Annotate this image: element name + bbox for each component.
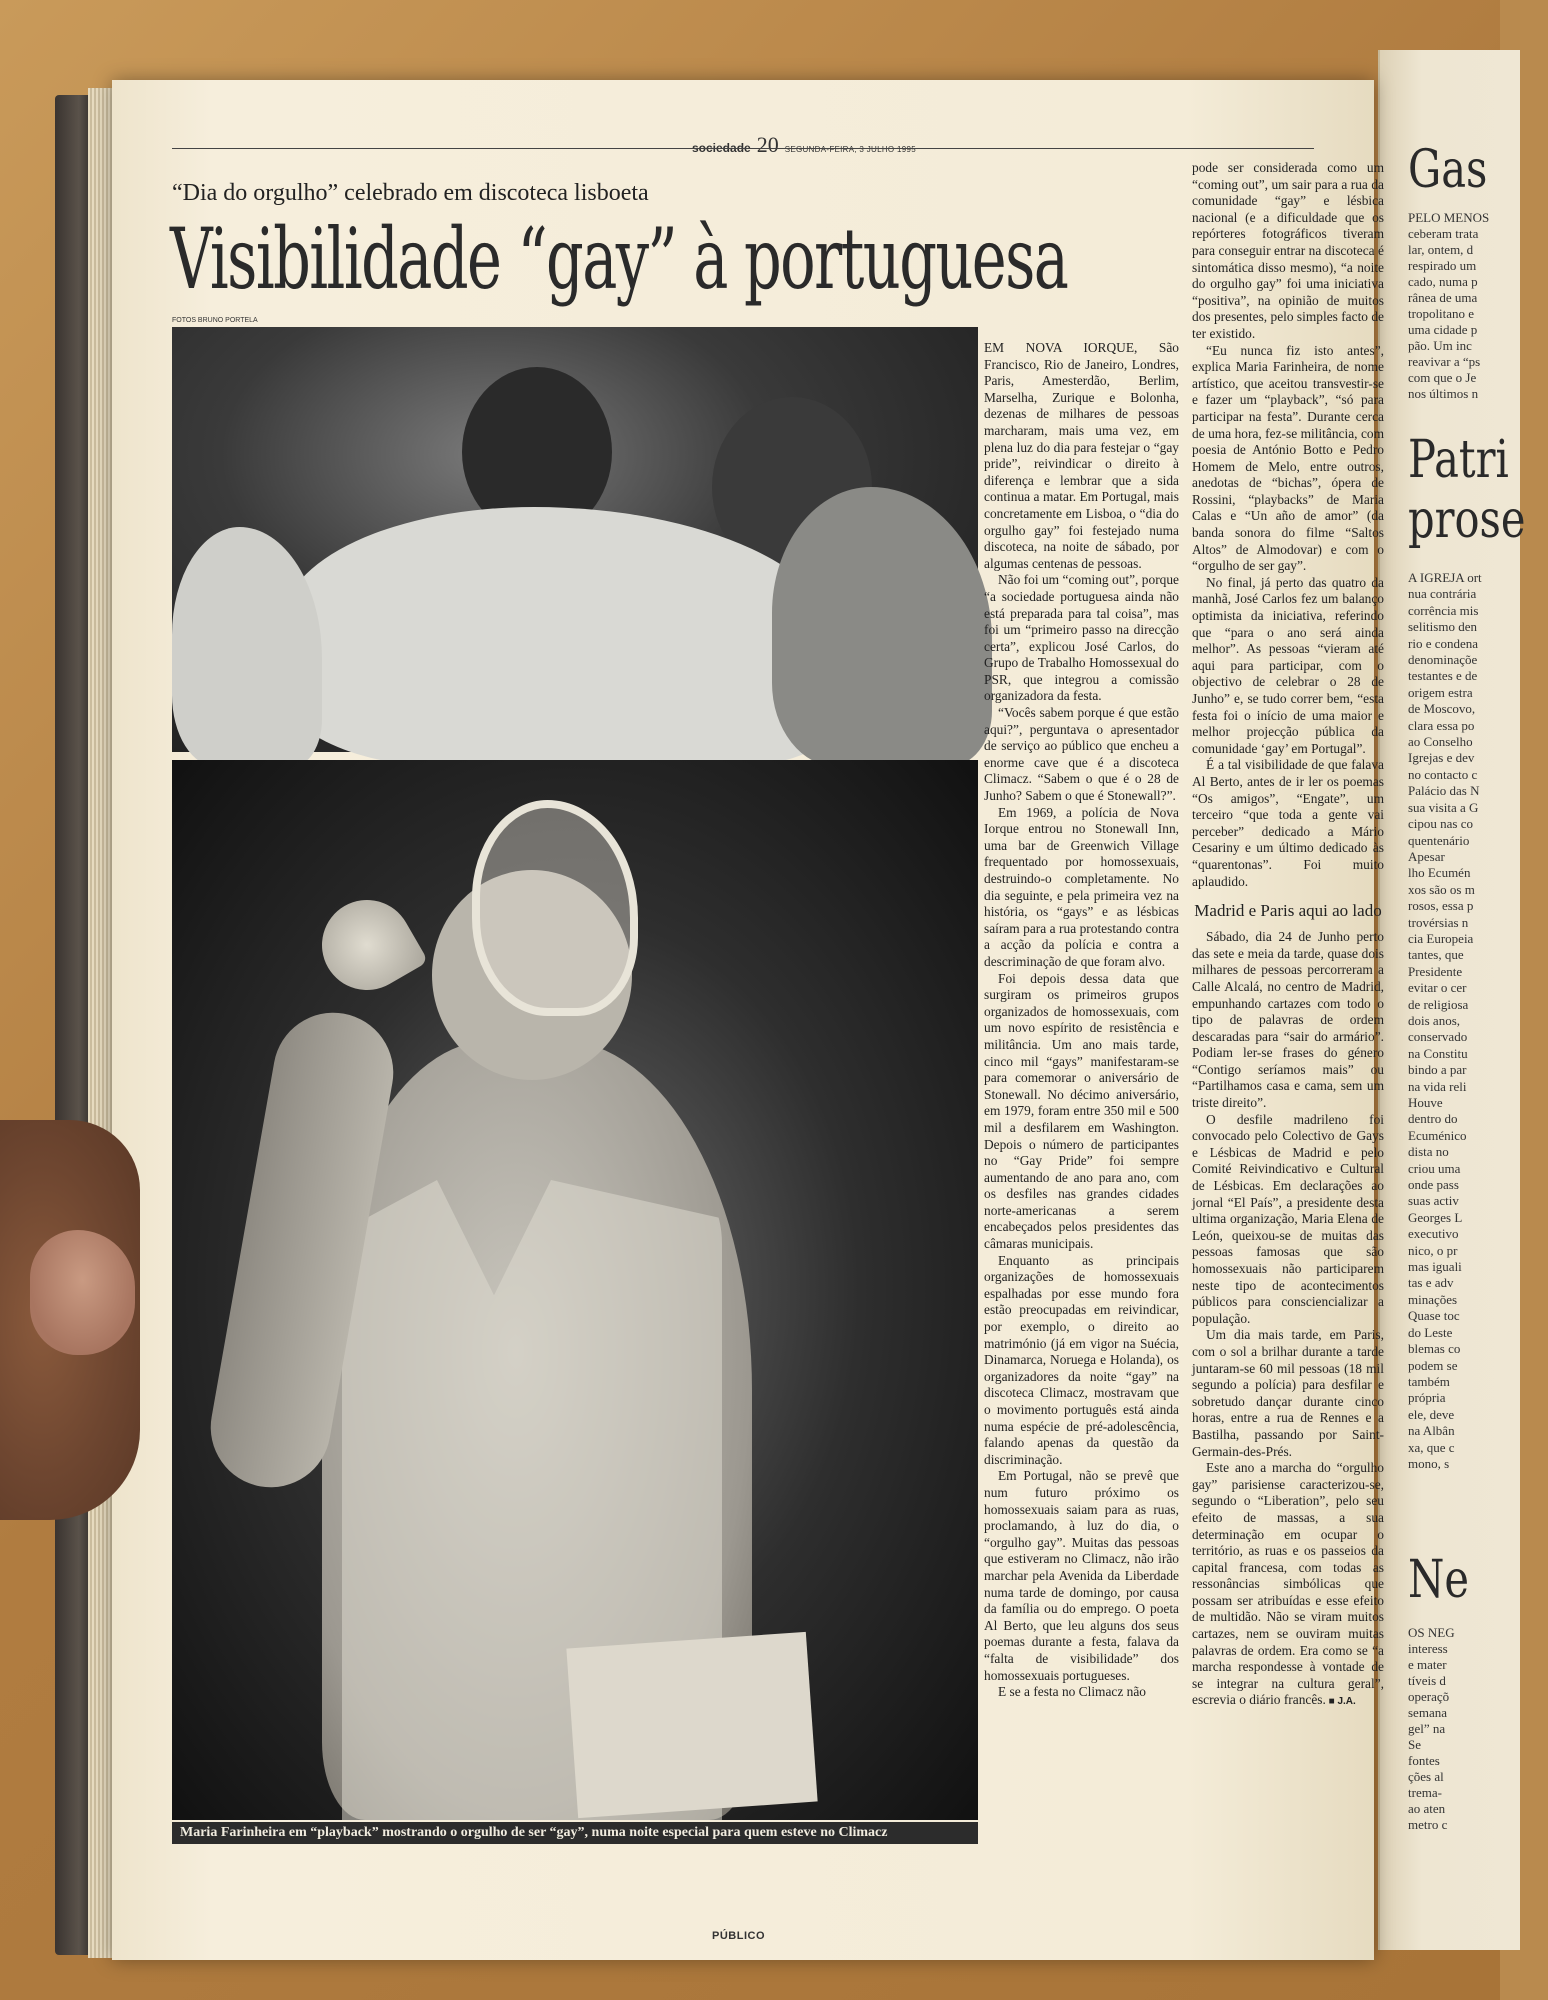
next-page-line: mono, s bbox=[1408, 1455, 1450, 1471]
next-page-headline-2b: prose bbox=[1408, 490, 1526, 550]
next-page-line: rosos, essa p bbox=[1408, 898, 1474, 914]
next-page-line: ceberam trata bbox=[1408, 226, 1479, 241]
next-page-line: respirado um bbox=[1408, 258, 1477, 273]
next-page-line: conservado bbox=[1408, 1029, 1468, 1045]
next-page-line: clara essa po bbox=[1408, 717, 1475, 733]
next-page-line: fontes bbox=[1408, 1753, 1440, 1768]
next-page-line: de Moscovo, bbox=[1408, 701, 1476, 717]
next-page-line: uma cidade p bbox=[1408, 322, 1478, 337]
next-page-line: Igrejas e dev bbox=[1408, 750, 1475, 766]
next-page-line: xos são os m bbox=[1408, 881, 1475, 897]
next-page-line: onde pass bbox=[1408, 1177, 1459, 1193]
page-number: 20 bbox=[756, 132, 779, 157]
next-page-line: tropolitano e bbox=[1408, 306, 1475, 321]
next-page-line: minações bbox=[1408, 1291, 1458, 1307]
article-paragraph: Enquanto as principais organizações de homossexuais espalhadas por esse mundo fora estão preocupadas em reivindicar, por exemplo, o direito ao matrimónio (já em vigor na Suécia, Dinamarca, Noruega e Holanda), os organizadores da noite “gay” na discoteca Climacz, mostravam que o movimento português está ainda numa espécie de pré-adolescência, falando apenas da questão da discriminação. bbox=[984, 1252, 1179, 1467]
next-page-line: blemas co bbox=[1408, 1341, 1461, 1357]
next-page-line: executivo bbox=[1408, 1226, 1459, 1242]
page-folio bbox=[692, 132, 916, 158]
article-paragraph: “Vocês sabem porque é que estão aqui?”, perguntava o apresentador de serviço ao público que encheu a enorme cave que é a discoteca Climacz. “Sabem o que é o 28 de Junho? Sabem o que é Stonewall?”. bbox=[984, 705, 1179, 804]
next-page-line: suas activ bbox=[1408, 1193, 1459, 1209]
next-page-line: do Leste bbox=[1408, 1324, 1453, 1340]
article-paragraph: Em Portugal, não se prevê que num futuro próximo os homossexuais saiam para as ruas, proclamando, à luz do dia, o “orgulho gay”. Muitas das pessoas que estiveram no Climacz, não irão marchar pela Avenida da Liberdade numa tarde de domingo, por causa da família ou do emprego. O poeta Al Berto, que leu alguns dos seus poemas durante a festa, falava da “falta de visibilidade” dos homossexuais portugueses. bbox=[984, 1468, 1179, 1683]
article-subhead: Madrid e Paris aqui ao lado bbox=[1194, 901, 1382, 921]
next-page-line: mas iguali bbox=[1408, 1259, 1462, 1275]
next-page-line: Se bbox=[1408, 1737, 1421, 1752]
next-page-line: OS NEG bbox=[1408, 1625, 1455, 1640]
next-page-line: na vida reli bbox=[1408, 1078, 1467, 1094]
page-date: SEGUNDA-FEIRA, 3 JULHO 1995 bbox=[784, 145, 916, 154]
next-page-line: e mater bbox=[1408, 1657, 1447, 1672]
next-page-line: corrência mis bbox=[1408, 602, 1479, 618]
article-paragraph: “Eu nunca fiz isto antes”, explica Maria Farinheira, de nome artístico, que aceitou transvestir-se e fazer um “playback”, “só para participar na festa”. Durante cerca de uma hora, fez-se militância, com poesia de António Botto e Pedro Homem de Melo, entre outros, anedotas de “bichas”, ópera de Rossini, “playbacks” de Maria Calas e “Un año de amor” (da banda sonora do filme “Saltos Altos” de Almodovar) e com o “orgulho de ser gay”. bbox=[1192, 342, 1384, 574]
article-paragraph: Em 1969, a polícia de Nova Iorque entrou no Stonewall Inn, uma bar de Greenwich Village frequentado por homossexuais, destruindo-o completamente. No dia seguinte, e pela primeira vez na história, os “gays” e as lésbicas saíram para a rua protestando contra a acção da polícia e contra a descriminação de que foram alvo. bbox=[984, 804, 1179, 969]
next-page-line: na Constitu bbox=[1408, 1045, 1468, 1061]
section-name: sociedade bbox=[692, 141, 751, 155]
photo-performer bbox=[172, 760, 978, 1820]
next-page-line: própria bbox=[1408, 1390, 1446, 1406]
next-page-line: trovérsias n bbox=[1408, 914, 1469, 930]
next-page-line: tantes, que bbox=[1408, 947, 1464, 963]
next-page-line: cipou nas co bbox=[1408, 816, 1473, 832]
next-page-line: dista no bbox=[1408, 1144, 1449, 1160]
next-page-text-1 bbox=[1408, 210, 1548, 402]
next-page-text-3 bbox=[1408, 1625, 1548, 1833]
next-page bbox=[1378, 50, 1526, 1950]
photo-caption: Maria Farinheira em “playback” mostrando o orgulho de ser “gay”, numa noite especial para quem esteve no Climacz bbox=[172, 1822, 978, 1844]
next-page-line: rânea de uma bbox=[1408, 290, 1478, 305]
article-paragraph: Não foi um “coming out”, porque “a sociedade portuguesa ainda não está preparada para tal coisa”, mas foi um “primeiro passo na direcção certa”, explicou José Carlos, do Grupo de Trabalho Homossexual do PSR, que integrou a comissão organizadora da festa. bbox=[984, 572, 1179, 704]
article-paragraph: pode ser considerada como um “coming out”, um sair para a rua da comunidade “gay” e lésbica nacional (e a dificuldade que os repórteres fotográficos tiveram para conseguir entrar na discoteca é sintomática disso mesmo), “a noite do orgulho gay” foi uma iniciativa “positiva”, na opinião de muitos dos presentes, pelo simples facto de ter existido. bbox=[1192, 160, 1384, 341]
next-page-line: lho Ecumén bbox=[1408, 865, 1471, 881]
article-paragraph: O desfile madrileno foi convocado pelo Colectivo de Gays e Lésbicas de Madrid e pelo Comité Reivindicativo e Cultural de Lésbicas. Em declarações ao jornal “El País”, a presidente desta ultima organização, Maria Elena de León, queixou-se de muitas das pessoas famosas que são homossexuais não participarem neste tipo de acontecimentos públicos para consciencializar a população. bbox=[1192, 1111, 1384, 1326]
next-page-line: rio e condena bbox=[1408, 635, 1479, 651]
next-page-line: Apesar bbox=[1408, 848, 1445, 864]
next-page-line: cia Europeia bbox=[1408, 930, 1474, 946]
next-page-line: A IGREJA ort bbox=[1408, 570, 1482, 585]
next-page-line: lar, ontem, d bbox=[1408, 242, 1474, 257]
next-page-line: operaçõ bbox=[1408, 1689, 1450, 1704]
next-page-line: sua visita a G bbox=[1408, 799, 1479, 815]
next-page-line: no contacto c bbox=[1408, 766, 1478, 782]
next-page-line: denominaçõe bbox=[1408, 652, 1478, 668]
next-page-headline-1: Gas bbox=[1408, 140, 1488, 200]
next-page-headline-2a: Patri bbox=[1408, 430, 1509, 490]
masthead-footer: PÚBLICO bbox=[712, 1930, 765, 1942]
article-paragraph: Foi depois dessa data que surgiram os primeiros grupos organizados de homossexuais, com um novo espírito de resistência e militância. Um ano mais tarde, cinco mil “gays” manifestaram-se para comemorar o aniversário de Stonewall. No décimo aniversário, em 1979, foram entre 350 mil e 500 mil a desfilarem em Washington. Depois o número de participantes no “Gay Pride” foi sempre aumentando de ano para ano, com os desfiles nas grandes cidades norte-americanas a serem encabeçados pelos presidentes das câmaras municipais. bbox=[984, 970, 1179, 1252]
next-page-headline-3: Ne bbox=[1408, 1550, 1470, 1610]
article-paragraph: Sábado, dia 24 de Junho perto das sete e meia da tarde, quase dois milhares de pessoas percorreram a Calle Alcalá, no centro de Madrid, empunhando cartazes com todo o tipo de palavras de ordem descaradas para “sair do armário”. Podiam ler-se frases do género “Contigo seríamos mais” ou “Partilhamos casa e cama, sem um triste direito”. bbox=[1192, 929, 1384, 1111]
photo-credit: FOTOS BRUNO PORTELA bbox=[172, 317, 258, 324]
next-page-line: PELO MENOS bbox=[1408, 210, 1490, 225]
article-paragraph: É a tal visibilidade de que falava Al Berto, antes de ir ler os poemas “Os amigos”, “Engate”, um terceiro “que toda a gente vai perceber” dedicado a Mário Cesariny e um último dedicado às “quarentonas”. Foi muito aplaudido. bbox=[1192, 757, 1384, 889]
article-headline: Visibilidade “gay” à portuguesa bbox=[170, 210, 1068, 308]
next-page-line: ao Conselho bbox=[1408, 734, 1473, 750]
article-paragraph: Este ano a marcha do “orgulho gay” parisiense caracterizou-se, segundo o “Liberation”, pelo seu efeito de massas, a sua determinação em ocupar o território, as ruas e os passeios da capital francesa, com todas as ressonâncias simbólicas que possam ser atribuídas e esse efeito de multidão. Não se viram muitos cartazes, nem se ouviram muitas palavras de ordem. Era como se “a marcha respondesse à vontade de se integrar na cultura geral”, escrevia o diário francês. ■ J.A. bbox=[1192, 1460, 1384, 1708]
author-signature: ■ J.A. bbox=[1325, 1696, 1356, 1708]
next-page-line: criou uma bbox=[1408, 1160, 1461, 1176]
next-page-line: tíveis d bbox=[1408, 1673, 1446, 1688]
next-page-line: pão. Um inc bbox=[1408, 338, 1472, 353]
next-page-line: Presidente bbox=[1408, 963, 1463, 979]
next-page-line: de religiosa bbox=[1408, 996, 1469, 1012]
next-page-line: ções al bbox=[1408, 1769, 1444, 1784]
photo-crowd bbox=[172, 327, 978, 752]
next-page-line: selitismo den bbox=[1408, 619, 1477, 635]
article-paragraph: E se a festa no Climacz não bbox=[998, 1684, 1146, 1700]
next-page-line: origem estra bbox=[1408, 684, 1473, 700]
next-page-line: tas e adv bbox=[1408, 1275, 1454, 1291]
next-page-line: dois anos, bbox=[1408, 1012, 1460, 1028]
next-page-line: reavivar a “ps bbox=[1408, 354, 1481, 369]
next-page-line: metro c bbox=[1408, 1817, 1448, 1832]
next-page-line: Quase toc bbox=[1408, 1308, 1460, 1324]
next-page-line: nos últimos n bbox=[1408, 386, 1479, 401]
next-page-line: evitar o cer bbox=[1408, 980, 1467, 996]
next-page-line: na Albân bbox=[1408, 1423, 1455, 1439]
next-page-line: ele, deve bbox=[1408, 1406, 1455, 1422]
next-page-line: ao aten bbox=[1408, 1801, 1446, 1816]
next-page-line: gel” na bbox=[1408, 1721, 1446, 1736]
next-page-line: cado, numa p bbox=[1408, 274, 1478, 289]
next-page-line: nico, o pr bbox=[1408, 1242, 1458, 1258]
next-page-line: com que o Je bbox=[1408, 370, 1477, 385]
next-page-line: interess bbox=[1408, 1641, 1448, 1656]
next-page-line: bindo a par bbox=[1408, 1062, 1467, 1078]
article-paragraph: Um dia mais tarde, em Paris, com o sol a brilhar durante a tarde juntaram-se 60 mil pessoas (18 mil segundo a polícia) para desfilar e sobretudo dançar durante cinco horas, entre a rua de Rennes e a Bastilha, passando por Saint-Germain-des-Prés. bbox=[1192, 1327, 1384, 1459]
next-page-line: trema- bbox=[1408, 1785, 1442, 1800]
article-paragraph: EM NOVA IORQUE, São Francisco, Rio de Janeiro, Londres, Paris, Amesterdão, Berlim, Marselha, Zurique e Bolonha, dezenas de milhares de pessoas marcharam, mais uma vez, em plena luz do dia para festejar o “gay pride”, reivindicar o direito à diferença e lembrar que a sida continua a matar. Em Portugal, mais concretamente em Lisboa, o “dia do orgulho gay” foi festejado numa discoteca, na noite de sábado, por algumas centenas de pessoas. bbox=[984, 340, 1179, 571]
article-kicker: “Dia do orgulho” celebrado em discoteca lisboeta bbox=[172, 180, 649, 206]
header-rule bbox=[172, 148, 1314, 149]
next-page-line: Palácio das N bbox=[1408, 783, 1480, 799]
next-page-line: testantes e de bbox=[1408, 668, 1478, 684]
article-paragraph: No final, já perto das quatro da manhã, José Carlos fez um balanço optimista da iniciativa, referindo que “para o ano será ainda melhor”. As pessoas “vieram até aqui para participar, com o objectivo de celebrar o 28 de Junho” e, se tudo correr bem, “esta festa foi o início de uma maior e melhor projecção pública da comunidade ‘gay’ em Portugal”. bbox=[1192, 574, 1384, 756]
next-page-line: semana bbox=[1408, 1705, 1447, 1720]
newspaper-page bbox=[112, 80, 1384, 1960]
next-page-line: Houve bbox=[1408, 1095, 1443, 1110]
next-page-line: dentro do bbox=[1408, 1111, 1458, 1127]
next-page-line: quentenário bbox=[1408, 832, 1470, 848]
article-column-1 bbox=[984, 340, 1179, 1701]
next-page-line: nua contrária bbox=[1408, 586, 1477, 602]
next-page-line: podem se bbox=[1408, 1357, 1458, 1373]
next-page-line: Georges L bbox=[1408, 1209, 1463, 1225]
reader-thumb bbox=[30, 1230, 135, 1355]
next-page-line: também bbox=[1408, 1373, 1450, 1389]
next-page-text-2 bbox=[1408, 570, 1548, 1472]
next-page-line: xa, que c bbox=[1408, 1439, 1455, 1455]
next-page-line: Ecuménico bbox=[1408, 1127, 1467, 1143]
article-column-2 bbox=[1192, 160, 1384, 1711]
